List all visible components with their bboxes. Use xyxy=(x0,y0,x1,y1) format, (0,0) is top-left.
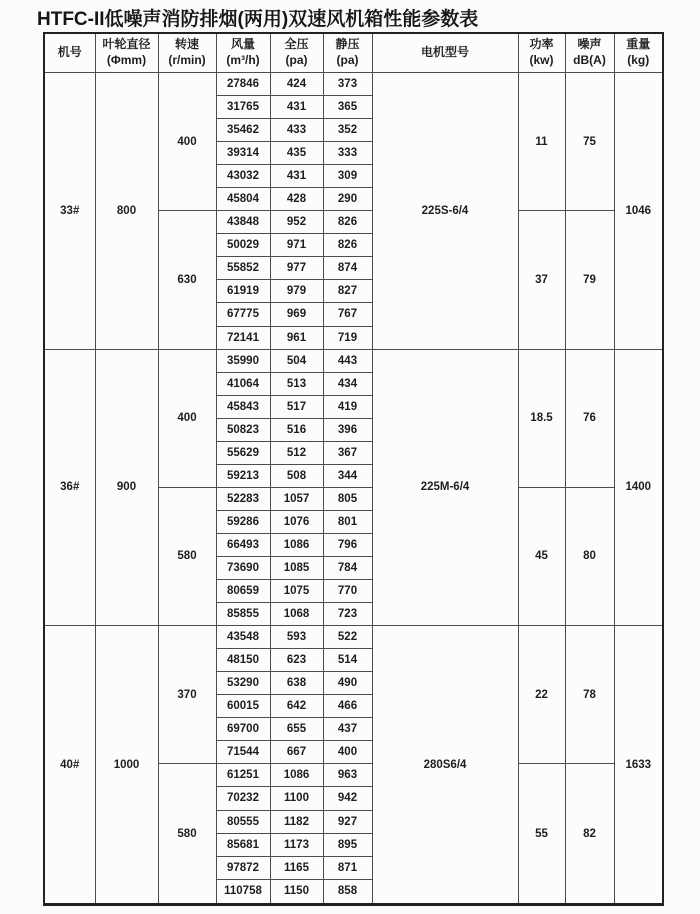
cell-air-volume: 110758 xyxy=(216,879,270,904)
header-total-pressure: 全压 (pa) xyxy=(270,33,323,73)
cell-air-volume: 45804 xyxy=(216,188,270,211)
cell-air-volume: 52283 xyxy=(216,487,270,510)
cell-total-pressure: 508 xyxy=(270,464,323,487)
header-total-pressure-unit: (pa) xyxy=(285,53,308,67)
cell-total-pressure: 1173 xyxy=(270,833,323,856)
cell-total-pressure: 431 xyxy=(270,96,323,119)
cell-total-pressure: 1150 xyxy=(270,879,323,904)
cell-total-pressure: 667 xyxy=(270,741,323,764)
cell-speed: 400 xyxy=(158,349,216,487)
cell-air-volume: 70232 xyxy=(216,787,270,810)
header-noise-unit: dB(A) xyxy=(573,53,606,67)
cell-noise: 82 xyxy=(565,764,614,905)
cell-static-pressure: 367 xyxy=(323,441,372,464)
table-row xyxy=(44,349,663,372)
cell-total-pressure: 435 xyxy=(270,142,323,165)
cell-motor-model: 225M-6/4 xyxy=(372,349,518,626)
cell-static-pressure: 373 xyxy=(323,73,372,96)
cell-static-pressure: 434 xyxy=(323,372,372,395)
cell-air-volume: 85681 xyxy=(216,833,270,856)
cell-static-pressure: 490 xyxy=(323,672,372,695)
cell-power: 22 xyxy=(518,626,565,764)
cell-total-pressure: 504 xyxy=(270,349,323,372)
header-static-pressure-unit: (pa) xyxy=(336,53,359,67)
header-impeller-diameter: 叶轮直径 (Φmm) xyxy=(95,33,158,73)
cell-machine-no: 40# xyxy=(44,626,95,905)
table-header-row xyxy=(44,33,663,73)
cell-total-pressure: 1068 xyxy=(270,603,323,626)
cell-speed: 580 xyxy=(158,764,216,905)
cell-speed: 580 xyxy=(158,487,216,625)
header-power-unit: (kw) xyxy=(529,53,554,67)
cell-total-pressure: 1165 xyxy=(270,856,323,879)
cell-total-pressure: 655 xyxy=(270,718,323,741)
cell-static-pressure: 895 xyxy=(323,833,372,856)
cell-motor-model: 225S-6/4 xyxy=(372,73,518,350)
cell-machine-no: 33# xyxy=(44,73,95,350)
cell-total-pressure: 593 xyxy=(270,626,323,649)
cell-motor-model: 280S6/4 xyxy=(372,626,518,905)
cell-static-pressure: 466 xyxy=(323,695,372,718)
table-row xyxy=(44,626,663,649)
cell-total-pressure: 977 xyxy=(270,257,323,280)
cell-static-pressure: 942 xyxy=(323,787,372,810)
cell-total-pressure: 971 xyxy=(270,234,323,257)
cell-total-pressure: 512 xyxy=(270,441,323,464)
cell-static-pressure: 858 xyxy=(323,879,372,904)
cell-static-pressure: 309 xyxy=(323,165,372,188)
cell-noise: 75 xyxy=(565,73,614,211)
cell-air-volume: 59286 xyxy=(216,510,270,533)
cell-static-pressure: 419 xyxy=(323,395,372,418)
cell-total-pressure: 1086 xyxy=(270,764,323,787)
cell-air-volume: 61919 xyxy=(216,280,270,303)
cell-total-pressure: 428 xyxy=(270,188,323,211)
cell-air-volume: 39314 xyxy=(216,142,270,165)
cell-static-pressure: 344 xyxy=(323,464,372,487)
cell-power: 45 xyxy=(518,487,565,625)
table-row xyxy=(44,73,663,96)
cell-air-volume: 31765 xyxy=(216,96,270,119)
cell-impeller-diameter: 1000 xyxy=(95,626,158,905)
cell-static-pressure: 874 xyxy=(323,257,372,280)
header-power: 功率 (kw) xyxy=(518,33,565,73)
header-speed: 转速 (r/min) xyxy=(158,33,216,73)
cell-static-pressure: 796 xyxy=(323,533,372,556)
cell-air-volume: 35990 xyxy=(216,349,270,372)
cell-air-volume: 59213 xyxy=(216,464,270,487)
cell-power: 37 xyxy=(518,211,565,349)
cell-air-volume: 73690 xyxy=(216,556,270,579)
header-noise: 噪声 dB(A) xyxy=(565,33,614,73)
cell-air-volume: 80555 xyxy=(216,810,270,833)
cell-air-volume: 69700 xyxy=(216,718,270,741)
cell-static-pressure: 719 xyxy=(323,326,372,349)
cell-total-pressure: 1100 xyxy=(270,787,323,810)
cell-total-pressure: 1086 xyxy=(270,533,323,556)
cell-static-pressure: 522 xyxy=(323,626,372,649)
cell-air-volume: 53290 xyxy=(216,672,270,695)
cell-static-pressure: 784 xyxy=(323,556,372,579)
cell-total-pressure: 961 xyxy=(270,326,323,349)
cell-static-pressure: 333 xyxy=(323,142,372,165)
cell-static-pressure: 871 xyxy=(323,856,372,879)
cell-air-volume: 43848 xyxy=(216,211,270,234)
cell-static-pressure: 927 xyxy=(323,810,372,833)
header-static-pressure: 静压 (pa) xyxy=(323,33,372,73)
cell-air-volume: 41064 xyxy=(216,372,270,395)
cell-power: 11 xyxy=(518,73,565,211)
cell-air-volume: 48150 xyxy=(216,649,270,672)
cell-impeller-diameter: 800 xyxy=(95,73,158,350)
cell-air-volume: 72141 xyxy=(216,326,270,349)
cell-static-pressure: 396 xyxy=(323,418,372,441)
cell-static-pressure: 443 xyxy=(323,349,372,372)
cell-air-volume: 55629 xyxy=(216,441,270,464)
cell-power: 18.5 xyxy=(518,349,565,487)
cell-total-pressure: 623 xyxy=(270,649,323,672)
cell-total-pressure: 979 xyxy=(270,280,323,303)
cell-speed: 400 xyxy=(158,73,216,211)
header-machine-no: 机号 xyxy=(44,33,95,73)
cell-total-pressure: 433 xyxy=(270,119,323,142)
header-impeller-diameter-unit: (Φmm) xyxy=(106,53,147,67)
cell-air-volume: 71544 xyxy=(216,741,270,764)
cell-air-volume: 50823 xyxy=(216,418,270,441)
cell-weight: 1633 xyxy=(614,626,663,905)
cell-air-volume: 43032 xyxy=(216,165,270,188)
header-weight-unit: (kg) xyxy=(627,53,650,67)
cell-total-pressure: 952 xyxy=(270,211,323,234)
header-speed-unit: (r/min) xyxy=(168,53,206,67)
cell-air-volume: 97872 xyxy=(216,856,270,879)
cell-air-volume: 43548 xyxy=(216,626,270,649)
cell-total-pressure: 424 xyxy=(270,73,323,96)
cell-total-pressure: 1076 xyxy=(270,510,323,533)
header-motor-model: 电机型号 xyxy=(372,33,518,73)
cell-air-volume: 60015 xyxy=(216,695,270,718)
cell-static-pressure: 963 xyxy=(323,764,372,787)
cell-air-volume: 80659 xyxy=(216,580,270,603)
cell-total-pressure: 513 xyxy=(270,372,323,395)
cell-static-pressure: 826 xyxy=(323,211,372,234)
cell-power: 55 xyxy=(518,764,565,905)
cell-noise: 79 xyxy=(565,211,614,349)
cell-static-pressure: 770 xyxy=(323,580,372,603)
cell-static-pressure: 826 xyxy=(323,234,372,257)
cell-noise: 80 xyxy=(565,487,614,625)
cell-static-pressure: 365 xyxy=(323,96,372,119)
cell-static-pressure: 801 xyxy=(323,510,372,533)
cell-static-pressure: 827 xyxy=(323,280,372,303)
cell-total-pressure: 1182 xyxy=(270,810,323,833)
cell-machine-no: 36# xyxy=(44,349,95,626)
table-body xyxy=(44,73,663,905)
cell-noise: 78 xyxy=(565,626,614,764)
cell-total-pressure: 1085 xyxy=(270,556,323,579)
cell-impeller-diameter: 900 xyxy=(95,349,158,626)
cell-weight: 1400 xyxy=(614,349,663,626)
cell-air-volume: 61251 xyxy=(216,764,270,787)
cell-air-volume: 27846 xyxy=(216,73,270,96)
cell-air-volume: 35462 xyxy=(216,119,270,142)
header-row xyxy=(44,33,663,73)
cell-speed: 630 xyxy=(158,211,216,349)
cell-static-pressure: 514 xyxy=(323,649,372,672)
cell-static-pressure: 290 xyxy=(323,188,372,211)
cell-speed: 370 xyxy=(158,626,216,764)
cell-total-pressure: 638 xyxy=(270,672,323,695)
cell-static-pressure: 352 xyxy=(323,119,372,142)
cell-air-volume: 66493 xyxy=(216,533,270,556)
cell-static-pressure: 723 xyxy=(323,603,372,626)
page-title: HTFC-II低噪声消防排烟(两用)双速风机箱性能参数表 xyxy=(37,9,479,30)
cell-total-pressure: 642 xyxy=(270,695,323,718)
cell-static-pressure: 437 xyxy=(323,718,372,741)
cell-static-pressure: 400 xyxy=(323,741,372,764)
cell-air-volume: 50029 xyxy=(216,234,270,257)
performance-table xyxy=(43,32,664,906)
cell-air-volume: 85855 xyxy=(216,603,270,626)
cell-air-volume: 55852 xyxy=(216,257,270,280)
cell-weight: 1046 xyxy=(614,73,663,350)
header-air-volume: 风量 (m³/h) xyxy=(216,33,270,73)
cell-total-pressure: 431 xyxy=(270,165,323,188)
cell-static-pressure: 805 xyxy=(323,487,372,510)
cell-air-volume: 45843 xyxy=(216,395,270,418)
cell-noise: 76 xyxy=(565,349,614,487)
cell-total-pressure: 969 xyxy=(270,303,323,326)
header-weight: 重量 (kg) xyxy=(614,33,663,73)
cell-air-volume: 67775 xyxy=(216,303,270,326)
cell-total-pressure: 516 xyxy=(270,418,323,441)
cell-total-pressure: 1075 xyxy=(270,580,323,603)
header-air-volume-unit: (m³/h) xyxy=(226,53,260,67)
cell-total-pressure: 1057 xyxy=(270,487,323,510)
cell-total-pressure: 517 xyxy=(270,395,323,418)
cell-static-pressure: 767 xyxy=(323,303,372,326)
